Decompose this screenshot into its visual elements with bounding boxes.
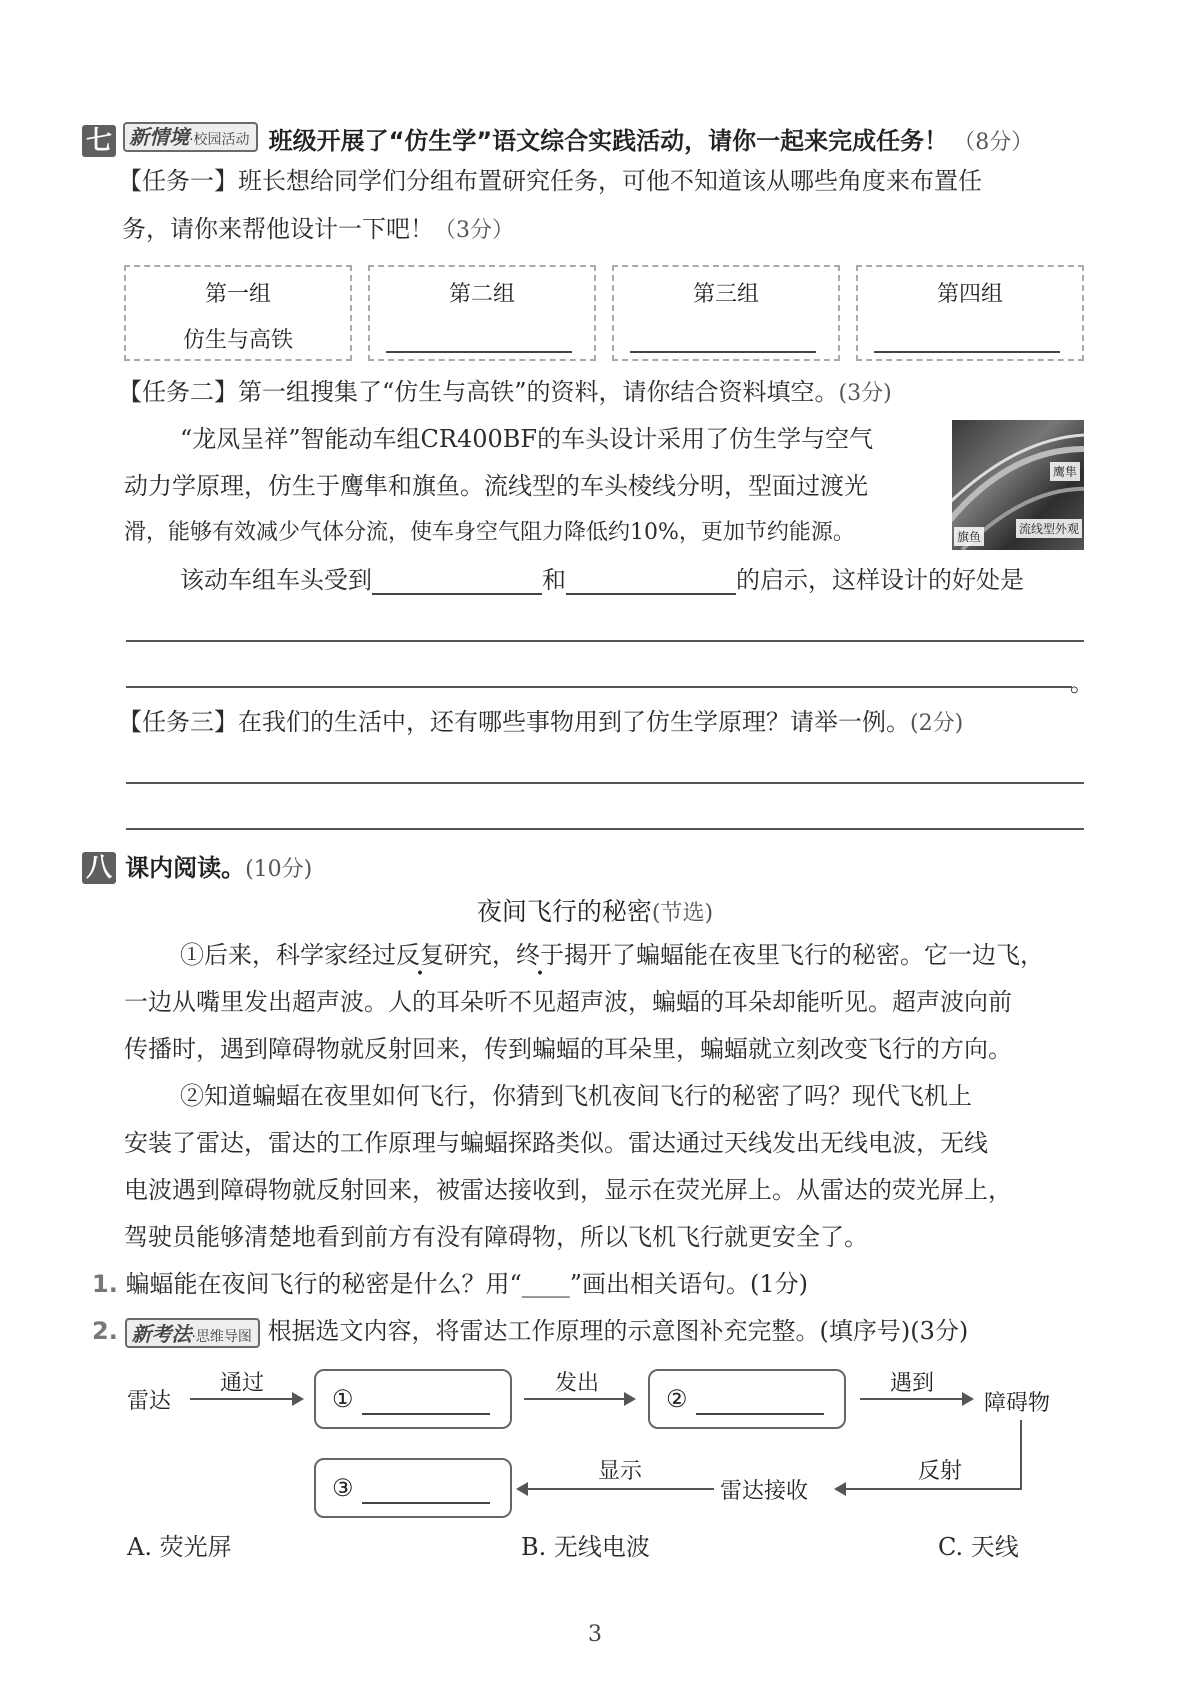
diagram-box-2[interactable]: [648, 1369, 846, 1429]
section7-tag: [123, 122, 257, 152]
arrow-receive-to-box3: [518, 1488, 714, 1490]
fill-suffix: 的启示，这样设计的好处是: [736, 566, 1024, 594]
article-title: 夜间飞行的秘密: [476, 897, 652, 926]
arrow-radar-to-box1: [190, 1398, 302, 1400]
q2-text: 根据选文内容，将雷达工作原理的示意图补充完整。(填序号)(3分): [267, 1317, 969, 1345]
task2-label: 【任务二】: [118, 378, 238, 406]
task1-text-line2: 务，请你来帮他设计一下吧！: [122, 215, 434, 243]
task3-answer-line-1[interactable]: [126, 782, 1084, 784]
task1-label: 【任务一】: [118, 167, 238, 195]
task1-line1: [118, 166, 982, 196]
section8-title: 课内阅读。: [125, 854, 246, 882]
task2-answer-line-1[interactable]: [126, 640, 1084, 642]
diagram-obstacle: 障碍物: [984, 1391, 1051, 1416]
task3-line: [118, 707, 963, 739]
task3-label: 【任务三】: [118, 708, 238, 736]
box1-blank[interactable]: [362, 1413, 490, 1415]
option-a: A. 荧光屏: [127, 1533, 232, 1561]
p1-text-a: ①后来，科学家经过: [180, 941, 396, 969]
p1-dotted-word-2: 终于: [516, 941, 564, 969]
p1-text-c: 揭开了蝙蝠能在夜里飞行的秘密。它一边飞，: [564, 941, 1044, 969]
box3-number: ③: [332, 1474, 354, 1502]
article-title-row: [0, 892, 1190, 928]
group-2-title: 第二组: [448, 282, 515, 307]
section7-tag-small: ·校园活动: [189, 132, 250, 148]
group-4-answer-blank[interactable]: [874, 351, 1060, 353]
article-p1-line1: [180, 940, 1044, 970]
section7-tag-big: 新情境: [129, 125, 190, 149]
diagram-meet-label: 遇到: [890, 1371, 935, 1396]
diagram-box-1[interactable]: [314, 1369, 512, 1429]
q2-number: 2.: [92, 1317, 118, 1345]
section7-title: 班级开展了“仿生学”语文综合实践活动，请你一起来完成任务！: [268, 127, 949, 155]
task2-para-line2: 动力学原理，仿生于鹰隼和旗鱼。流线型的车头棱线分明，型面过渡光: [124, 472, 868, 500]
task1-line2: [122, 214, 514, 246]
box2-blank[interactable]: [696, 1413, 824, 1415]
p1-dotted-word-1: 反复: [396, 941, 444, 969]
section7-badge: 七: [82, 125, 116, 157]
image-label-hawk: 鹰隼: [1050, 462, 1080, 481]
task2-end-mark: 。: [1070, 669, 1094, 697]
group-box-4: [856, 265, 1084, 361]
task1-points: （3分）: [434, 218, 514, 243]
group-box-3: [612, 265, 840, 361]
fill-blank-2[interactable]: [566, 567, 736, 595]
group-box-1: [124, 265, 352, 361]
image-label-shape: 流线型外观: [1016, 519, 1082, 538]
diagram-reflect-label: 反射: [918, 1459, 963, 1484]
q2-tag: [125, 1318, 259, 1348]
group-1-title: 第一组: [204, 282, 271, 307]
article-note: (节选): [651, 901, 714, 926]
task2-answer-line-2[interactable]: [126, 686, 1072, 688]
q1-number: 1.: [92, 1270, 118, 1298]
diagram-emit-label: 发出: [555, 1371, 600, 1396]
section7-points: （8分）: [953, 130, 1034, 155]
q1-text: 蝙蝠能在夜间飞行的秘密是什么？用“____”画出相关语句。(1分): [125, 1270, 809, 1298]
arrow-box2-to-obstacle: [860, 1398, 972, 1400]
article-p2-line4: 驾驶员能够清楚地看到前方有没有障碍物，所以飞机飞行就更安全了。: [124, 1223, 868, 1251]
p1-text-b: 研究，: [444, 941, 516, 969]
section8-header: [82, 848, 312, 884]
option-c: C. 天线: [938, 1533, 1019, 1561]
arrow-reflect-to-receive: [836, 1488, 1022, 1490]
fill-blank-1[interactable]: [372, 567, 542, 595]
train-head-photo: [952, 420, 1084, 550]
task3-points: (2分): [910, 711, 964, 736]
option-b: B. 无线电波: [521, 1533, 650, 1561]
task2-fill-line: [180, 565, 1024, 595]
box3-blank[interactable]: [362, 1502, 490, 1504]
article-p1-line3: 传播时，遇到障碍物就反射回来，传到蝙蝠的耳朵里，蝙蝠就立刻改变飞行的方向。: [124, 1035, 1012, 1063]
diagram-box-3[interactable]: [314, 1458, 512, 1518]
task1-text-line1: 班长想给同学们分组布置研究任务，可他不知道该从哪些角度来布置任: [238, 167, 982, 195]
fill-and: 和: [542, 566, 566, 594]
task2-line: [118, 377, 892, 409]
diagram-display-label: 显示: [598, 1459, 643, 1484]
diagram-via-label: 通过: [220, 1371, 265, 1396]
task2-para-line3: 滑，能够有效减少气体分流，使车身空气阻力降低约10%，更加节约能源。: [124, 520, 855, 545]
arrow-box1-to-box2: [524, 1398, 634, 1400]
q2-tag-small: ·思维导图: [191, 1328, 252, 1345]
question-1: [92, 1269, 808, 1299]
article-p2-line1: ②知道蝙蝠在夜里如何飞行，你猜到飞机夜间飞行的秘密了吗？现代飞机上: [180, 1082, 972, 1110]
section8-badge: 八: [82, 852, 116, 884]
task2-para-line1: “龙凤呈祥”智能动车组CR400BF的车头设计采用了仿生学与空气: [180, 425, 874, 453]
group-3-answer-blank[interactable]: [630, 351, 816, 353]
section7-header: [82, 121, 1033, 157]
line-obstacle-down: [1020, 1420, 1022, 1488]
group-3-title: 第三组: [692, 282, 759, 307]
q2-tag-big: 新考法: [131, 1321, 192, 1346]
group-box-2: [368, 265, 596, 361]
article-p1-line2: 一边从嘴里发出超声波。人的耳朵听不见超声波，蝙蝠的耳朵却能听见。超声波向前: [124, 988, 1012, 1016]
task2-text: 第一组搜集了“仿生与高铁”的资料，请你结合资料填空。: [238, 378, 839, 406]
group-4-title: 第四组: [936, 282, 1003, 307]
task2-points: (3分): [838, 381, 892, 406]
section8-points: (10分): [245, 857, 313, 882]
task3-text: 在我们的生活中，还有哪些事物用到了仿生学原理？请举一例。: [238, 708, 910, 736]
image-label-fish: 旗鱼: [954, 527, 984, 546]
fill-prefix: 该动车组车头受到: [180, 566, 372, 594]
box1-number: ①: [332, 1385, 354, 1413]
box2-number: ②: [666, 1385, 688, 1413]
question-2: [92, 1316, 968, 1348]
article-p2-line3: 电波遇到障碍物就反射回来，被雷达接收到，显示在荧光屏上。从雷达的荧光屏上，: [124, 1176, 1012, 1204]
group-2-answer-blank[interactable]: [386, 351, 572, 353]
diagram-radar: 雷达: [127, 1389, 172, 1414]
diagram-receive: 雷达接收: [720, 1479, 809, 1504]
article-p2-line2: 安装了雷达，雷达的工作原理与蝙蝠探路类似。雷达通过天线发出无线电波，无线: [124, 1129, 988, 1157]
group-1-value: 仿生与高铁: [182, 328, 293, 353]
page-number: 3: [588, 1622, 602, 1647]
task3-answer-line-2[interactable]: [126, 828, 1084, 830]
